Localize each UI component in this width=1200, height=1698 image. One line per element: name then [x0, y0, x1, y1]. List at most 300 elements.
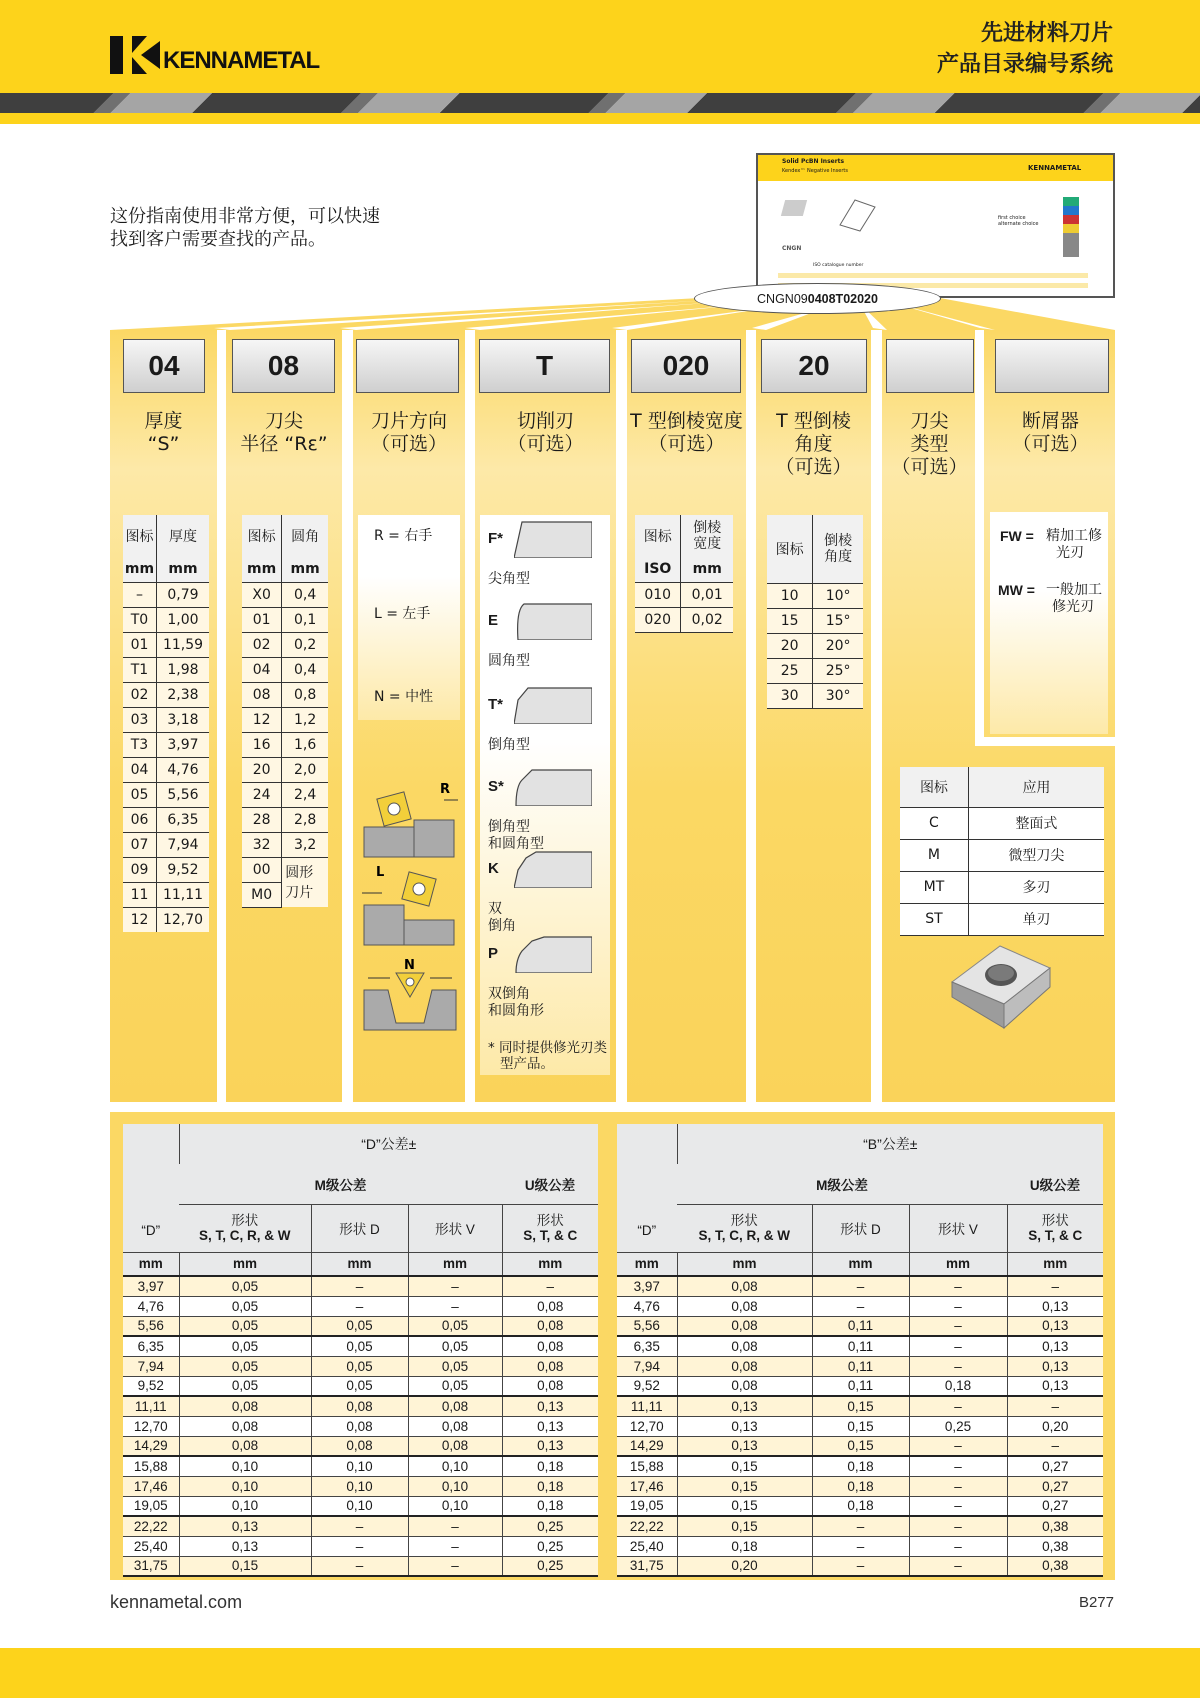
label-cutting-edge: 切削刃 （可选）	[507, 410, 584, 455]
radius-row-cell: 0,4	[282, 657, 328, 682]
tol-b-row-cell: –	[909, 1316, 1007, 1336]
radius-row-cell: 1,6	[282, 732, 328, 757]
tol-b-row-cell: –	[909, 1276, 1007, 1296]
tol-b-row-cell: 0,11	[812, 1336, 909, 1356]
cutting-edge-code: S*	[488, 778, 504, 795]
tol-d-row	[123, 1336, 598, 1356]
thickness-row-cell: 1,98	[156, 657, 209, 682]
tol-b-row-cell: –	[1007, 1436, 1103, 1456]
orientation-r: R = 右手	[374, 528, 433, 544]
tol-d-row-cell: 0,08	[408, 1396, 502, 1416]
cutting-edge-profile-icon	[514, 520, 592, 558]
tol-b-row	[617, 1276, 1103, 1296]
tol-d-row-cell: 0,10	[179, 1456, 311, 1476]
radius-row	[242, 607, 328, 632]
tol-b-row-cell: 0,13	[677, 1416, 812, 1436]
tol-d-row-cell: 0,15	[179, 1556, 311, 1576]
tol-d-row-cell: 12,70	[123, 1416, 179, 1436]
tol-d-row-cell: 0,05	[311, 1356, 408, 1376]
tol-d-row-cell: 19,05	[123, 1496, 179, 1516]
thickness-row-cell: 7,94	[156, 832, 209, 857]
tol-b-row-cell: –	[909, 1396, 1007, 1416]
radius-row	[242, 807, 328, 832]
code-box-chamfer-width: 020	[631, 339, 741, 393]
cutting-edge-profile-icon	[514, 768, 592, 806]
tol-d-row-cell: 0,05	[311, 1336, 408, 1356]
tol-b-row	[617, 1336, 1103, 1356]
tol-b-row	[617, 1356, 1103, 1376]
tol-b-row	[617, 1316, 1103, 1336]
tol-d-row-cell: 0,13	[179, 1536, 311, 1556]
chamfer-angle-row-cell: 10	[767, 583, 813, 608]
tol-d-row-cell: 0,08	[311, 1416, 408, 1436]
tol-d-row-cell: 0,08	[179, 1396, 311, 1416]
cutting-edge-code: F*	[488, 530, 503, 547]
tol-b-row-cell: 0,18	[812, 1496, 909, 1516]
column-divider	[975, 330, 984, 745]
radius-row-cell: 20	[242, 757, 282, 782]
orientation-figures	[360, 775, 460, 1035]
chamfer-angle-row	[767, 683, 863, 708]
radius-row-cell: 3,2	[282, 832, 328, 857]
chamfer-angle-row-cell: 15	[767, 608, 813, 633]
tol-d-row-cell: –	[311, 1296, 408, 1316]
thickness-row-cell: 3,97	[156, 732, 209, 757]
radius-row-cell: 2,8	[282, 807, 328, 832]
chamfer-angle-row-cell: 15°	[813, 608, 863, 633]
cutting-edge-item	[488, 860, 516, 935]
radius-row	[242, 882, 328, 907]
cutting-edge-profile-icon	[514, 686, 592, 724]
tol-d-row-cell: 0,05	[179, 1316, 311, 1336]
thickness-row	[123, 582, 209, 607]
tol-d-row-cell: 0,05	[408, 1336, 502, 1356]
chamfer-width-row-cell: 010	[635, 582, 681, 607]
tol-b-row-cell: 31,75	[617, 1556, 677, 1576]
radius-row-cell: 02	[242, 632, 282, 657]
tol-b-row-cell: 0,15	[677, 1476, 812, 1496]
radius-row-cell: 1,2	[282, 707, 328, 732]
tol-b-row-cell: 0,11	[812, 1376, 909, 1396]
tol-b-row-cell: 0,08	[677, 1376, 812, 1396]
tol-d-row-cell: 0,10	[311, 1476, 408, 1496]
tol-b-row	[617, 1376, 1103, 1396]
thickness-row-cell: 02	[123, 682, 156, 707]
chamfer-angle-row-cell: 10°	[813, 583, 863, 608]
thickness-row	[123, 682, 209, 707]
tol-b-row	[617, 1536, 1103, 1556]
tol-d-row-cell: 0,25	[502, 1516, 598, 1536]
catalog-number-oval	[694, 283, 941, 314]
cutting-edge-code: P	[488, 945, 499, 962]
cutting-edge-item	[488, 778, 544, 853]
tol-d-row-cell: 0,05	[311, 1376, 408, 1396]
cutting-edge-name: 圆角型	[488, 653, 530, 669]
tol-d-row-cell: 0,10	[311, 1496, 408, 1516]
radius-row	[242, 582, 328, 607]
tol-d-row-cell: 14,29	[123, 1436, 179, 1456]
radius-row-cell: 12	[242, 707, 282, 732]
thickness-row-cell: T3	[123, 732, 156, 757]
radius-row-cell: 01	[242, 607, 282, 632]
thickness-table: 图标 厚度 mm mm – 0,79 T0 1,00 01 11,59 T1 1,98 02 2,38 03 3,18 T3 3,97 04 4,76 05 5,56 06 6,35 07 7,94 09 9,52 11 11,11 12 12,70	[123, 515, 209, 932]
tol-b-row-cell: 0,38	[1007, 1556, 1103, 1576]
radius-row-cell: 2,0	[282, 757, 328, 782]
tol-b-row-cell: 0,11	[812, 1356, 909, 1376]
tol-d-row-cell: 0,05	[179, 1356, 311, 1376]
tol-d-row-cell: 3,97	[123, 1276, 179, 1296]
tol-b-row-cell: 0,27	[1007, 1456, 1103, 1476]
thumb-legend-1: first choice	[998, 215, 1026, 221]
footer-url[interactable]: kennametal.com	[110, 1592, 243, 1612]
tol-b-row-cell: 3,97	[617, 1276, 677, 1296]
tol-b-row-cell: 6,35	[617, 1336, 677, 1356]
thickness-row-cell: 01	[123, 632, 156, 657]
cutting-edge-name: 倒角型	[488, 737, 530, 753]
radius-row-cell: X0	[242, 582, 282, 607]
thickness-row	[123, 807, 209, 832]
cutting-edge-item	[488, 945, 544, 1020]
thickness-row-cell: 04	[123, 757, 156, 782]
thickness-row-cell: 3,18	[156, 707, 209, 732]
tol-d-row-cell: 0,10	[179, 1476, 311, 1496]
label-thickness: 厚度 “S”	[144, 410, 183, 455]
tol-b-row-cell: 0,20	[1007, 1416, 1103, 1436]
tol-d-row-cell: 0,10	[408, 1476, 502, 1496]
cutting-edge-note: * 同时提供修光刃类 型产品。	[488, 1040, 608, 1072]
tol-d-row-cell: 0,10	[408, 1496, 502, 1516]
tol-d-row-cell: 25,40	[123, 1536, 179, 1556]
thickness-row	[123, 882, 209, 907]
tol-d-row-cell: –	[311, 1556, 408, 1576]
tol-d-row-cell: 0,08	[408, 1416, 502, 1436]
page-title-line1: 先进材料刀片	[980, 21, 1113, 46]
tol-b-row-cell: 0,08	[677, 1356, 812, 1376]
label-chamfer-angle: T 型倒棱 角度 （可选）	[775, 410, 852, 478]
radius-row-cell: 28	[242, 807, 282, 832]
tol-b-row	[617, 1416, 1103, 1436]
chamfer-width-row-cell: 020	[635, 607, 681, 632]
tol-d-row-cell: 0,13	[502, 1436, 598, 1456]
tol-b-row	[617, 1516, 1103, 1536]
tol-d-row-cell: 0,08	[502, 1356, 598, 1376]
tol-b-row-cell: 0,27	[1007, 1496, 1103, 1516]
radius-row-cell: 04	[242, 657, 282, 682]
intro-line1: 这份指南使用非常方便，可以快速	[110, 206, 380, 227]
tol-d-row-cell: 0,10	[408, 1456, 502, 1476]
thickness-row	[123, 657, 209, 682]
tol-d-row-cell: –	[408, 1536, 502, 1556]
tol-b-row-cell: 4,76	[617, 1296, 677, 1316]
tol-b-row-cell: 0,08	[677, 1276, 812, 1296]
tol-d-row-cell: 0,25	[502, 1536, 598, 1556]
tol-d-row-cell: 0,05	[179, 1336, 311, 1356]
cutting-edge-code: K	[488, 860, 499, 877]
tolerance-b-table: “D” “B”公差± M级公差 U级公差 形状 S, T, C, R, & W 形状 D 形状 V 形状 S, T, & C mm mm mm mm mm 3,97 0,08 – – – 4,76 0,08 – – 0,13 5,56 0,08 0,11 – 0,13 6,35 0,08 0,11 – 0,13 7,94 0,08 0,11 – 0,13 9,52 0,08 0,11 0,18 0,13 11,11 0,13 0,15 – – 12,70 0,13 0,15 0,25 0,20 14,29 0,13 0,15 – – 15,88 0,15 0,18 – 0,27 17,46 0,15 0,18 – 0,27 19,05 0,15 0,18 – 0,27 22,22 0,15 – – 0,38 25,40 0,18 – – 0,38 31,75 0,20 – – 0,38	[617, 1124, 1103, 1577]
tol-d-row-cell: 5,56	[123, 1316, 179, 1336]
cutting-edge-code: E	[488, 612, 499, 629]
tol-d-row-cell: 0,25	[502, 1556, 598, 1576]
chamfer-width-row-cell: 0,02	[681, 607, 733, 632]
thumb-title: Solid PcBN Inserts	[782, 158, 845, 165]
tol-d-row-cell: 0,18	[502, 1456, 598, 1476]
radius-row-cell: 0,2	[282, 632, 328, 657]
thickness-row	[123, 707, 209, 732]
tol-b-row-cell: 9,52	[617, 1376, 677, 1396]
tol-d-row-cell: 0,05	[408, 1316, 502, 1336]
tol-b-row-cell: 17,46	[617, 1476, 677, 1496]
fig-l-label: L	[376, 865, 385, 880]
chamfer-angle-row	[767, 658, 863, 683]
corner-type-row-cell: C	[900, 807, 968, 839]
tol-b-row-cell: 0,15	[677, 1456, 812, 1476]
tol-d-row	[123, 1476, 598, 1496]
tol-d-row	[123, 1316, 598, 1336]
cutting-edge-name: 双 倒角	[488, 901, 516, 934]
label-radius: 刀尖 半径 “Rε”	[240, 410, 328, 455]
thumb-legend-2: alternate choice	[998, 221, 1039, 227]
corner-type-row	[900, 839, 1104, 871]
tol-b-row-cell: 0,38	[1007, 1536, 1103, 1556]
chamfer-angle-row-cell: 20	[767, 633, 813, 658]
tol-b-row-cell: 15,88	[617, 1456, 677, 1476]
cutting-edge-name: 倒角型 和圆角型	[488, 819, 544, 852]
tol-b-row-cell: 0,15	[677, 1496, 812, 1516]
tol-b-row-cell: 0,08	[677, 1296, 812, 1316]
tol-b-row-cell: –	[909, 1556, 1007, 1576]
tol-b-row-cell: –	[1007, 1396, 1103, 1416]
thickness-row-cell: 0,79	[156, 582, 209, 607]
tol-b-row-cell: 0,13	[1007, 1376, 1103, 1396]
radius-row-cell: M0	[242, 882, 282, 907]
radius-row-cell: 圆形	[282, 857, 328, 882]
label-chamfer-width: T 型倒棱宽度 （可选）	[630, 410, 743, 455]
code-box-radius: 08	[232, 339, 335, 393]
page-number: B277	[1078, 1594, 1114, 1611]
tol-b-row	[617, 1396, 1103, 1416]
tol-b-row-cell: 0,08	[677, 1316, 812, 1336]
corner-type-row-cell: ST	[900, 903, 968, 935]
corner-type-table: 图标 应用 C 整面式 M 微型刀尖 MT 多刃 ST 单刃	[900, 767, 1104, 936]
chamfer-angle-row-cell: 30	[767, 683, 813, 708]
thickness-row-cell: 9,52	[156, 857, 209, 882]
tol-b-row	[617, 1556, 1103, 1576]
tol-d-row-cell: –	[502, 1276, 598, 1296]
radius-row-cell: 刀片	[282, 882, 328, 907]
code-box-cutting-edge: T	[479, 339, 610, 393]
chamfer-width-row-cell: 0,01	[681, 582, 733, 607]
tol-b-row-cell: 0,15	[812, 1436, 909, 1456]
tol-d-row-cell: 17,46	[123, 1476, 179, 1496]
cutting-edge-profile-icon	[514, 602, 592, 640]
corner-type-row-cell: 整面式	[968, 807, 1104, 839]
cutting-edge-code: T*	[488, 696, 503, 713]
tol-b-row-cell: –	[909, 1356, 1007, 1376]
corner-type-row-cell: 多刃	[968, 871, 1104, 903]
tol-b-row-cell: 0,20	[677, 1556, 812, 1576]
tol-b-row-cell: 0,18	[812, 1456, 909, 1476]
orientation-n: N = 中性	[374, 689, 434, 705]
cutting-edge-name: 尖角型	[488, 571, 530, 587]
tol-d-row-cell: 7,94	[123, 1356, 179, 1376]
tol-d-row-cell: 0,05	[179, 1276, 311, 1296]
chipbreaker-mw: MW = 一般加工 修光刃	[998, 582, 1102, 615]
tol-d-row-cell: 0,08	[408, 1436, 502, 1456]
thickness-row-cell: 5,56	[156, 782, 209, 807]
thickness-row-cell: 2,38	[156, 682, 209, 707]
radius-table: 图标 圆角 mm mm X0 0,4 01 0,1 02 0,2 04 0,4 08 0,8 12 1,2 16 1,6 20 2,0 24 2,4 28 2,8 32 3,2 00 圆形 M0 刀片	[242, 515, 328, 908]
radius-row-cell: 16	[242, 732, 282, 757]
chipbreaker-fw: FW = 精加工修 光刃	[1000, 528, 1102, 561]
tol-b-row	[617, 1476, 1103, 1496]
thickness-row	[123, 857, 209, 882]
footer-band	[0, 1648, 1200, 1698]
thickness-row-cell: 12	[130, 911, 149, 928]
chamfer-angle-row-cell: 25	[767, 658, 813, 683]
tol-b-row-cell: 0,15	[812, 1416, 909, 1436]
corner-type-row-cell: 单刃	[968, 903, 1104, 935]
tol-d-row-cell: 0,05	[408, 1356, 502, 1376]
intro-line2: 找到客户需要查找的产品。	[110, 229, 326, 250]
tol-d-row-cell: –	[311, 1536, 408, 1556]
orientation-l: L = 左手	[374, 606, 431, 622]
tol-b-row-cell: –	[812, 1516, 909, 1536]
tol-b-row-cell: –	[909, 1536, 1007, 1556]
thumb-row-header: ISO catalogue number	[813, 263, 864, 268]
thickness-row-cell: 07	[123, 832, 156, 857]
radius-row-cell: 08	[242, 682, 282, 707]
tol-d-row-cell: 0,05	[311, 1316, 408, 1336]
cutting-edge-name: 双倒角 和圆角形	[488, 986, 544, 1019]
tol-d-row	[123, 1516, 598, 1536]
tol-d-row-cell: 0,13	[502, 1396, 598, 1416]
tol-b-row-cell: –	[909, 1436, 1007, 1456]
catalog-suffix: 0408T02020	[807, 291, 878, 306]
tol-d-row-cell: 4,76	[123, 1296, 179, 1316]
radius-row	[242, 857, 328, 882]
thickness-row	[123, 757, 209, 782]
tol-b-row-cell: 0,15	[812, 1396, 909, 1416]
radius-row-cell: 00	[242, 857, 282, 882]
thickness-row-cell: 4,76	[156, 757, 209, 782]
tol-b-row-cell: 0,13	[1007, 1296, 1103, 1316]
tol-b-row-cell: 0,13	[1007, 1356, 1103, 1376]
radius-row-cell: 0,4	[282, 582, 328, 607]
label-orientation: 刀片方向 （可选）	[370, 410, 447, 455]
tol-b-row-cell: 14,29	[617, 1436, 677, 1456]
tol-d-row-cell: 0,08	[179, 1436, 311, 1456]
radius-row	[242, 757, 328, 782]
tol-d-row	[123, 1356, 598, 1376]
thickness-row	[123, 907, 209, 932]
column-divider-h	[975, 737, 1115, 746]
cutting-edge-item	[488, 530, 530, 588]
label-corner-type: 刀尖 类型 （可选）	[891, 410, 968, 478]
tol-b-row-cell: –	[812, 1556, 909, 1576]
tol-b-row-cell: 0,08	[677, 1336, 812, 1356]
thumb-subtitle: Kendex™ Negative Inserts	[782, 168, 848, 174]
tol-b-row-cell: 25,40	[617, 1536, 677, 1556]
fig-r-label: R	[440, 782, 451, 797]
fig-n-label: N	[404, 958, 415, 973]
page-title-line2: 产品目录编号系统	[936, 52, 1113, 77]
radius-row-cell: 2,4	[282, 782, 328, 807]
tol-d-row-cell: 0,13	[502, 1416, 598, 1436]
tol-b-row-cell: 0,18	[677, 1536, 812, 1556]
cutting-edge-item	[488, 612, 530, 670]
tol-d-row	[123, 1396, 598, 1416]
tol-d-row	[123, 1496, 598, 1516]
cutting-edge-profile-icon	[514, 850, 592, 888]
tol-d-row-cell: 31,75	[123, 1556, 179, 1576]
thickness-row	[123, 832, 209, 857]
thickness-row-cell: T1	[123, 657, 156, 682]
tol-d-row-cell: 0,08	[502, 1296, 598, 1316]
chamfer-angle-row-cell: 20°	[813, 633, 863, 658]
tol-d-row-cell: 0,08	[311, 1436, 408, 1456]
tol-b-row-cell: –	[909, 1476, 1007, 1496]
corner-type-row-cell: 微型刀尖	[968, 839, 1104, 871]
tol-d-row-cell: 0,08	[502, 1316, 598, 1336]
tol-b-row-cell: –	[812, 1296, 909, 1316]
tol-b-row-cell: 0,11	[812, 1316, 909, 1336]
tol-b-row	[617, 1436, 1103, 1456]
tol-d-row-cell: 0,08	[311, 1396, 408, 1416]
chamfer-angle-row	[767, 583, 863, 608]
tol-d-row-cell: –	[311, 1516, 408, 1536]
brand-name: KENNAMETAL	[163, 47, 320, 74]
tol-d-row-cell: 0,18	[502, 1476, 598, 1496]
tol-b-row-cell: 5,56	[617, 1316, 677, 1336]
pcbn-insert-image	[948, 942, 1054, 1032]
thickness-row-cell: 6,35	[156, 807, 209, 832]
tol-b-row	[617, 1496, 1103, 1516]
tol-b-row-cell: 7,94	[617, 1356, 677, 1376]
tol-d-row-cell: 0,08	[502, 1376, 598, 1396]
code-box-chipbreaker	[995, 339, 1109, 393]
tol-d-row-cell: 15,88	[123, 1456, 179, 1476]
thickness-row-cell: 11,59	[156, 632, 209, 657]
tol-b-row-cell: 11,11	[617, 1396, 677, 1416]
tol-b-row-cell: 19,05	[617, 1496, 677, 1516]
thickness-row-cell: 05	[123, 782, 156, 807]
radius-row	[242, 682, 328, 707]
thickness-row-cell: 11,11	[156, 882, 209, 907]
tol-d-row	[123, 1456, 598, 1476]
tol-b-row-cell: 0,13	[677, 1396, 812, 1416]
tol-d-row-cell: –	[408, 1556, 502, 1576]
thickness-row-cell: 06	[123, 807, 156, 832]
code-box-corner-type	[886, 339, 974, 393]
thickness-row-cell: 03	[123, 707, 156, 732]
tol-d-row-cell: –	[408, 1296, 502, 1316]
tol-d-row-cell: 0,05	[408, 1376, 502, 1396]
tol-d-row	[123, 1276, 598, 1296]
thickness-row-cell: –	[123, 582, 156, 607]
thickness-row-cell: 12,70	[156, 907, 209, 932]
tol-b-row-cell: –	[909, 1496, 1007, 1516]
radius-row-cell: 0,1	[282, 607, 328, 632]
tol-d-row-cell: 0,10	[311, 1456, 408, 1476]
code-box-chamfer-angle: 20	[761, 339, 867, 393]
tol-b-row-cell: –	[1007, 1276, 1103, 1296]
code-box-orientation	[356, 339, 459, 393]
cutting-edge-profile-icon	[514, 935, 592, 973]
tol-b-row-cell: 12,70	[617, 1416, 677, 1436]
thickness-row	[123, 782, 209, 807]
thumb-brand: KENNAMETAL	[1028, 164, 1082, 172]
chamfer-angle-row	[767, 633, 863, 658]
